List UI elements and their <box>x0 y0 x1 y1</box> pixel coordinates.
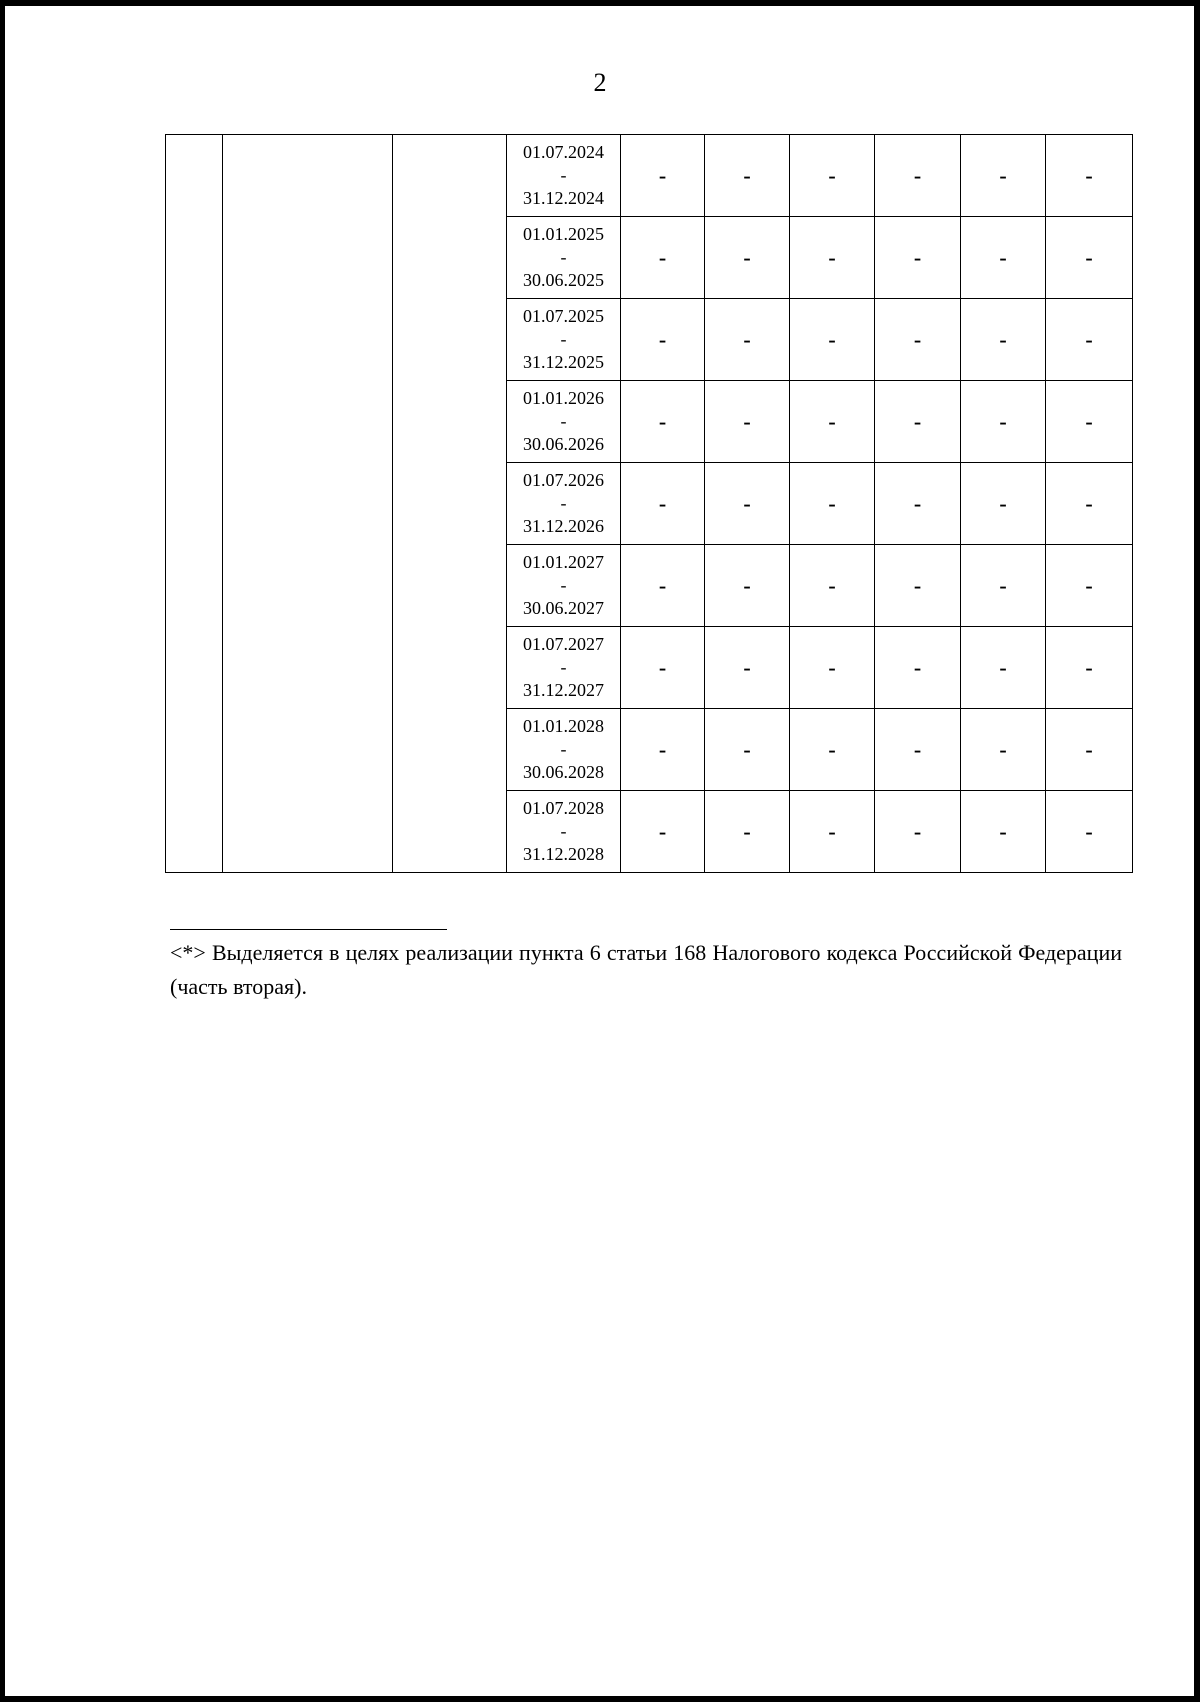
period-end: 31.12.2025 <box>523 352 604 372</box>
period-cell <box>507 545 621 627</box>
table-row <box>166 135 1133 217</box>
value-cell: - <box>961 627 1046 709</box>
name-cell <box>223 135 393 873</box>
period-separator: - <box>560 247 567 267</box>
period-separator: - <box>560 329 567 349</box>
period-end: 31.12.2027 <box>523 680 604 700</box>
value-cell: - <box>790 791 875 873</box>
period-separator: - <box>560 575 567 595</box>
value-cell: - <box>790 299 875 381</box>
value-cell: - <box>705 791 790 873</box>
period-end: 30.06.2025 <box>523 270 604 290</box>
value-cell: - <box>961 709 1046 791</box>
type-cell <box>393 135 507 873</box>
value-cell: - <box>621 135 705 217</box>
value-cell: - <box>961 299 1046 381</box>
value-cell: - <box>621 627 705 709</box>
value-cell: - <box>705 299 790 381</box>
value-cell: - <box>1046 381 1133 463</box>
period-start: 01.01.2025 <box>523 224 604 244</box>
value-cell: - <box>705 545 790 627</box>
page-number: 2 <box>593 68 607 97</box>
period-cell <box>507 627 621 709</box>
period-separator: - <box>560 165 567 185</box>
period-cell <box>507 463 621 545</box>
value-cell: - <box>790 627 875 709</box>
value-cell: - <box>875 709 961 791</box>
footnote-separator <box>170 929 447 930</box>
value-cell: - <box>1046 299 1133 381</box>
period-start: 01.01.2027 <box>523 552 604 572</box>
value-cell: - <box>875 463 961 545</box>
value-cell: - <box>961 463 1046 545</box>
period-cell <box>507 135 621 217</box>
value-cell: - <box>961 545 1046 627</box>
period-end: 31.12.2026 <box>523 516 604 536</box>
period-end: 30.06.2028 <box>523 762 604 782</box>
value-cell: - <box>790 217 875 299</box>
period-separator: - <box>560 739 567 759</box>
value-cell: - <box>790 545 875 627</box>
period-separator: - <box>560 821 567 841</box>
value-cell: - <box>621 299 705 381</box>
row-number-cell <box>166 135 223 873</box>
period-end: 31.12.2024 <box>523 188 604 208</box>
value-cell: - <box>875 791 961 873</box>
period-cell <box>507 709 621 791</box>
period-cell <box>507 217 621 299</box>
value-cell: - <box>961 135 1046 217</box>
value-cell: - <box>621 709 705 791</box>
value-cell: - <box>1046 545 1133 627</box>
period-cell <box>507 791 621 873</box>
value-cell: - <box>875 217 961 299</box>
value-cell: - <box>705 709 790 791</box>
value-cell: - <box>961 381 1046 463</box>
period-start: 01.07.2024 <box>523 142 604 162</box>
footnote: <*> Выделяется в целях реализации пункта 6 статьи 168 Налогового кодекса Российской Федерации (часть вторая). <box>170 940 1122 999</box>
value-cell: - <box>875 135 961 217</box>
value-cell: - <box>621 381 705 463</box>
period-end: 31.12.2028 <box>523 844 604 864</box>
table-body <box>166 135 1133 873</box>
period-cell <box>507 381 621 463</box>
value-cell: - <box>1046 791 1133 873</box>
period-separator: - <box>560 657 567 677</box>
period-start: 01.07.2026 <box>523 470 604 490</box>
value-cell: - <box>621 217 705 299</box>
period-start: 01.01.2028 <box>523 716 604 736</box>
value-cell: - <box>961 217 1046 299</box>
value-cell: - <box>621 791 705 873</box>
value-cell: - <box>705 463 790 545</box>
value-cell: - <box>790 709 875 791</box>
period-separator: - <box>560 493 567 513</box>
value-cell: - <box>1046 217 1133 299</box>
value-cell: - <box>1046 463 1133 545</box>
period-start: 01.07.2025 <box>523 306 604 326</box>
value-cell: - <box>705 381 790 463</box>
value-cell: - <box>790 135 875 217</box>
value-cell: - <box>1046 627 1133 709</box>
value-cell: - <box>875 627 961 709</box>
value-cell: - <box>875 381 961 463</box>
period-end: 30.06.2027 <box>523 598 604 618</box>
period-end: 30.06.2026 <box>523 434 604 454</box>
value-cell: - <box>875 545 961 627</box>
value-cell: - <box>705 627 790 709</box>
value-cell: - <box>790 381 875 463</box>
value-cell: - <box>705 217 790 299</box>
value-cell: - <box>1046 135 1133 217</box>
value-cell: - <box>1046 709 1133 791</box>
period-separator: - <box>560 411 567 431</box>
value-cell: - <box>621 463 705 545</box>
period-cell <box>507 299 621 381</box>
value-cell: - <box>621 545 705 627</box>
tariff-periods-table <box>165 134 1133 873</box>
value-cell: - <box>705 135 790 217</box>
value-cell: - <box>961 791 1046 873</box>
period-start: 01.07.2028 <box>523 798 604 818</box>
value-cell: - <box>875 299 961 381</box>
period-start: 01.01.2026 <box>523 388 604 408</box>
period-start: 01.07.2027 <box>523 634 604 654</box>
value-cell: - <box>790 463 875 545</box>
